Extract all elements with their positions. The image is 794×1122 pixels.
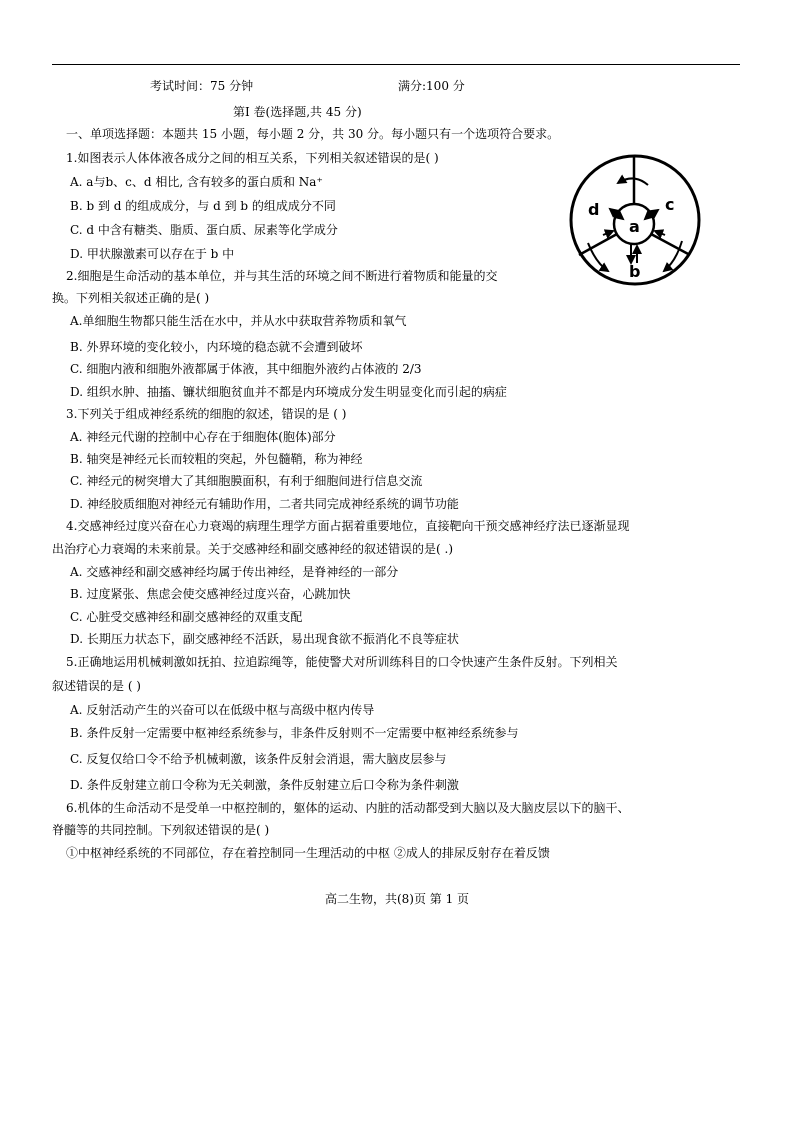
question-2-line-1: 2.细胞是生命活动的基本单位，并与其生活的环境之间不断进行着物质和能量的交	[66, 269, 498, 283]
q2-option-b: B. 外界环境的变化较小，内环境的稳态就不会遭到破坏	[70, 340, 363, 354]
question-5-line-2: 叙述错误的是 ( )	[52, 679, 141, 693]
label-a: a	[629, 217, 640, 236]
q3-option-b: B. 轴突是神经元长而较粗的突起，外包髓鞘，称为神经	[70, 452, 363, 466]
page-footer: 高二生物，共(8)页 第 1 页	[324, 892, 470, 906]
q5-option-b: B. 条件反射一定需要中枢神经系统参与，非条件反射则不一定需要中枢神经系统参与	[70, 726, 519, 740]
label-c: c	[665, 195, 675, 214]
q2-option-c: C. 细胞内液和细胞外液都属于体液，其中细胞外液约占体液的 2/3	[70, 362, 422, 376]
question-5-line-1: 5.正确地运用机械刺激如抚拍、拉追踪绳等，能使警犬对所训练科目的口令快速产生条件反射。下列相关	[66, 655, 618, 669]
q4-option-b: B. 过度紧张、焦虑会使交感神经过度兴奋，心跳加快	[70, 587, 351, 601]
q2-option-d: D. 组织水肿、抽搐、镰状细胞贫血并不都是内环境成分发生明显变化而引起的病症	[70, 385, 507, 399]
q1-option-c: C. d 中含有糖类、脂质、蛋白质、尿素等化学成分	[70, 223, 338, 237]
question-6-line-2: 脊髓等的共同控制。下列叙述错误的是( )	[52, 823, 270, 837]
q5-option-c: C. 反复仅给口令不给予机械刺激，该条件反射会消退，需大脑皮层参与	[70, 752, 447, 766]
question-1: 1.如图表示人体体液各成分之间的相互关系，下列相关叙述错误的是( )	[66, 151, 439, 165]
body-fluid-diagram	[568, 153, 702, 287]
question-3: 3.下列关于组成神经系统的细胞的叙述，错误的是 ( )	[66, 407, 347, 421]
label-d: d	[588, 200, 600, 219]
q4-option-d: D. 长期压力状态下，副交感神经不活跃，易出现食欲不振消化不良等症状	[70, 632, 459, 646]
label-b: b	[629, 262, 641, 281]
q3-option-c: C. 神经元的树突增大了其细胞膜面积，有利于细胞间进行信息交流	[70, 474, 423, 488]
full-score: 满分:100 分	[398, 79, 465, 93]
q1-option-d: D. 甲状腺激素可以存在于 b 中	[70, 247, 235, 261]
question-6-line-1: 6.机体的生命活动不是受单一中枢控制的，躯体的运动、内脏的活动都受到大脑以及大脑皮层以下的脑干、	[66, 801, 630, 815]
q5-option-a: A. 反射活动产生的兴奋可以在低级中枢与高级中枢内传导	[70, 703, 375, 717]
q2-option-a: A.单细胞生物都只能生活在水中，并从水中获取营养物质和氧气	[70, 314, 407, 328]
question-4-line-2: 出治疗心力衰竭的未来前景。关于交感神经和副交感神经的叙述错误的是( .)	[52, 542, 453, 556]
q3-option-a: A. 神经元代谢的控制中心存在于细胞体(胞体)部分	[70, 430, 336, 444]
question-2-line-2: 换。下列相关叙述正确的是( )	[52, 291, 210, 305]
q4-option-c: C. 心脏受交感神经和副交感神经的双重支配	[70, 610, 303, 624]
section-instructions: 一、单项选择题：本题共 15 小题，每小题 2 分，共 30 分。每小题只有一个选项符合要求。	[66, 127, 560, 141]
section-title: 第Ⅰ 卷(选择题,共 45 分)	[233, 105, 362, 119]
q5-option-d: D. 条件反射建立前口令称为无关刺激，条件反射建立后口令称为条件刺激	[70, 778, 459, 792]
header-rule	[52, 64, 740, 65]
q4-option-a: A. 交感神经和副交感神经均属于传出神经，是脊神经的一部分	[70, 565, 399, 579]
q3-option-d: D. 神经胶质细胞对神经元有辅助作用，二者共同完成神经系统的调节功能	[70, 497, 459, 511]
exam-time: 考试时间：75 分钟	[150, 79, 254, 93]
question-4-line-1: 4.交感神经过度兴奋在心力衰竭的病理生理学方面占据着重要地位，直接靶向干预交感神经疗法已逐渐显现	[66, 519, 630, 533]
q6-statements: ①中枢神经系统的不同部位，存在着控制同一生理活动的中枢 ②成人的排尿反射存在着反馈	[66, 846, 550, 860]
q1-option-a: A. a与b、c、d 相比, 含有较多的蛋白质和 Na⁺	[70, 175, 323, 189]
q1-option-b: B. b 到 d 的组成成分，与 d 到 b 的组成成分不同	[70, 199, 336, 213]
